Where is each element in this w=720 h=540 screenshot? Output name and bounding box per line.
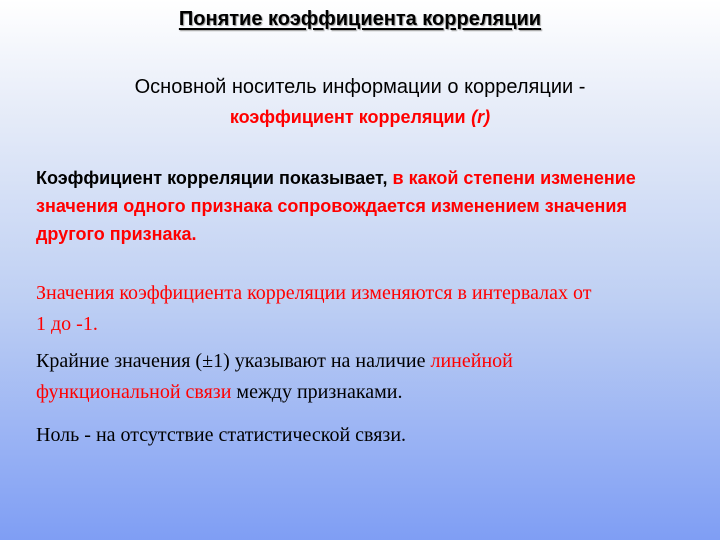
range-paragraph: Значения коэффициента корреляции изменяются в интервалах от 1 до -1. <box>36 282 592 335</box>
extreme-values-paragraph <box>36 346 656 408</box>
intro-block <box>0 72 720 132</box>
definition-paragraph <box>36 164 686 248</box>
extreme-before: Крайние значения ( <box>36 350 203 372</box>
slide-title: Понятие коэффициента корреляции <box>178 8 542 30</box>
correlation-coefficient-term: коэффициент корреляции <box>229 107 466 127</box>
zero-paragraph: Ноль - на отсутствие статистической связи. <box>36 424 407 446</box>
linear-functional-link: линейной функциональной связи <box>36 350 513 403</box>
extreme-tail: между признаками. <box>236 381 403 403</box>
coefficient-symbol: (r) <box>471 107 491 127</box>
definition-highlight: в какой степени изменение значения одного признака сопровождается изменением значения другого признака. <box>36 168 636 244</box>
definition-lead: Коэффициент корреляции показывает, <box>36 168 388 188</box>
intro-term-line <box>0 102 720 132</box>
extreme-after: 1) указывают на наличие <box>213 350 426 372</box>
plus-minus-sign: ± <box>202 350 214 372</box>
intro-line: Основной носитель информации о корреляции - <box>134 76 586 98</box>
